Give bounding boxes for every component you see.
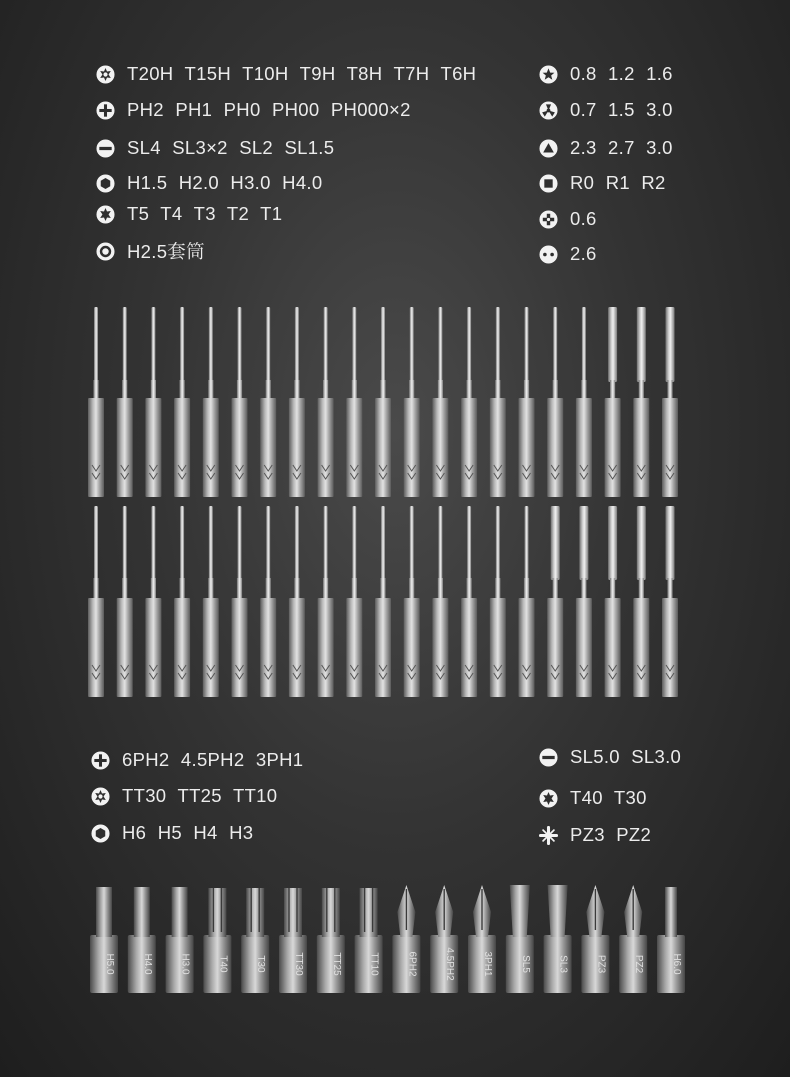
bit-h30	[166, 887, 194, 993]
legend-label: PZ3 PZ2	[570, 824, 652, 845]
legend-label: PH2 PH1 PH0 PH00 PH000×2	[127, 99, 411, 120]
bit-h40	[128, 887, 156, 993]
bit-t30	[241, 888, 269, 993]
bit-pz3	[581, 885, 609, 993]
legend-label: 2.6	[570, 243, 597, 264]
bit-tip	[510, 885, 530, 937]
bit-label: PZ2	[633, 954, 645, 974]
bit-label: H6.0	[671, 953, 682, 975]
bit-tip	[134, 887, 150, 937]
legend-label: 0.8 1.2 1.6	[570, 63, 673, 84]
legend-label: H2.5套筒	[127, 241, 205, 262]
bit-tip	[96, 887, 112, 937]
legend-label: TT30 TT25 TT10	[122, 785, 278, 806]
bit-label: SL3	[557, 955, 569, 973]
bit-label: 6PH2	[406, 951, 418, 977]
bit-tip	[322, 888, 340, 937]
bit-tt10	[355, 888, 383, 993]
bit-6ph2	[392, 885, 420, 993]
bit-45ph2	[430, 885, 458, 993]
bit-label: TT10	[368, 952, 380, 976]
bit-tt30	[279, 888, 307, 993]
bit-label: 3PH1	[482, 951, 493, 977]
bit-label: H4.0	[141, 953, 153, 975]
bit-label: PZ3	[595, 954, 607, 974]
legend-label: H1.5 H2.0 H3.0 H4.0	[127, 172, 323, 193]
bit-t40	[203, 888, 231, 993]
bit-sl3	[544, 885, 572, 993]
bit-h50	[90, 887, 118, 993]
bit-sl5	[506, 885, 534, 993]
legend-label: H6 H5 H4 H3	[122, 822, 254, 843]
bit-pz2	[619, 885, 647, 993]
legend-label: 0.7 1.5 3.0	[570, 99, 673, 120]
bit-tip	[665, 887, 677, 937]
bit-label: SL5	[519, 955, 531, 973]
legend-label: 2.3 2.7 3.0	[570, 137, 673, 158]
bit-label: 4.5PH2	[444, 947, 456, 981]
bit-tip	[246, 888, 264, 937]
legend-label: 6PH2 4.5PH2 3PH1	[122, 749, 304, 770]
legend-label: T40 T30	[570, 787, 647, 808]
legend-label: T20H T15H T10H T9H T8H T7H T6H	[127, 63, 477, 84]
bit-label: TT25	[330, 952, 342, 976]
bit-label: H3.0	[179, 953, 191, 975]
bit-tip	[172, 887, 188, 937]
legend-label: T5 T4 T3 T2 T1	[127, 203, 283, 224]
bit-tip	[548, 885, 568, 937]
bit-h60	[657, 887, 685, 993]
legend-label: R0 R1 R2	[570, 172, 666, 193]
legend-label: 0.6	[570, 208, 597, 229]
bit-tip	[284, 888, 302, 937]
bit-label: T30	[255, 955, 267, 973]
bit-tip	[360, 888, 378, 937]
bit-tt25	[317, 888, 345, 993]
legend-label: SL4 SL3×2 SL2 SL1.5	[127, 137, 335, 158]
bit-label: T40	[217, 955, 229, 973]
legend-label: SL5.0 SL3.0	[570, 746, 682, 767]
bit-tip	[208, 888, 226, 937]
bit-label: H5.0	[104, 953, 115, 975]
bit-label: TT30	[293, 952, 304, 976]
bit-3ph1	[468, 885, 496, 993]
